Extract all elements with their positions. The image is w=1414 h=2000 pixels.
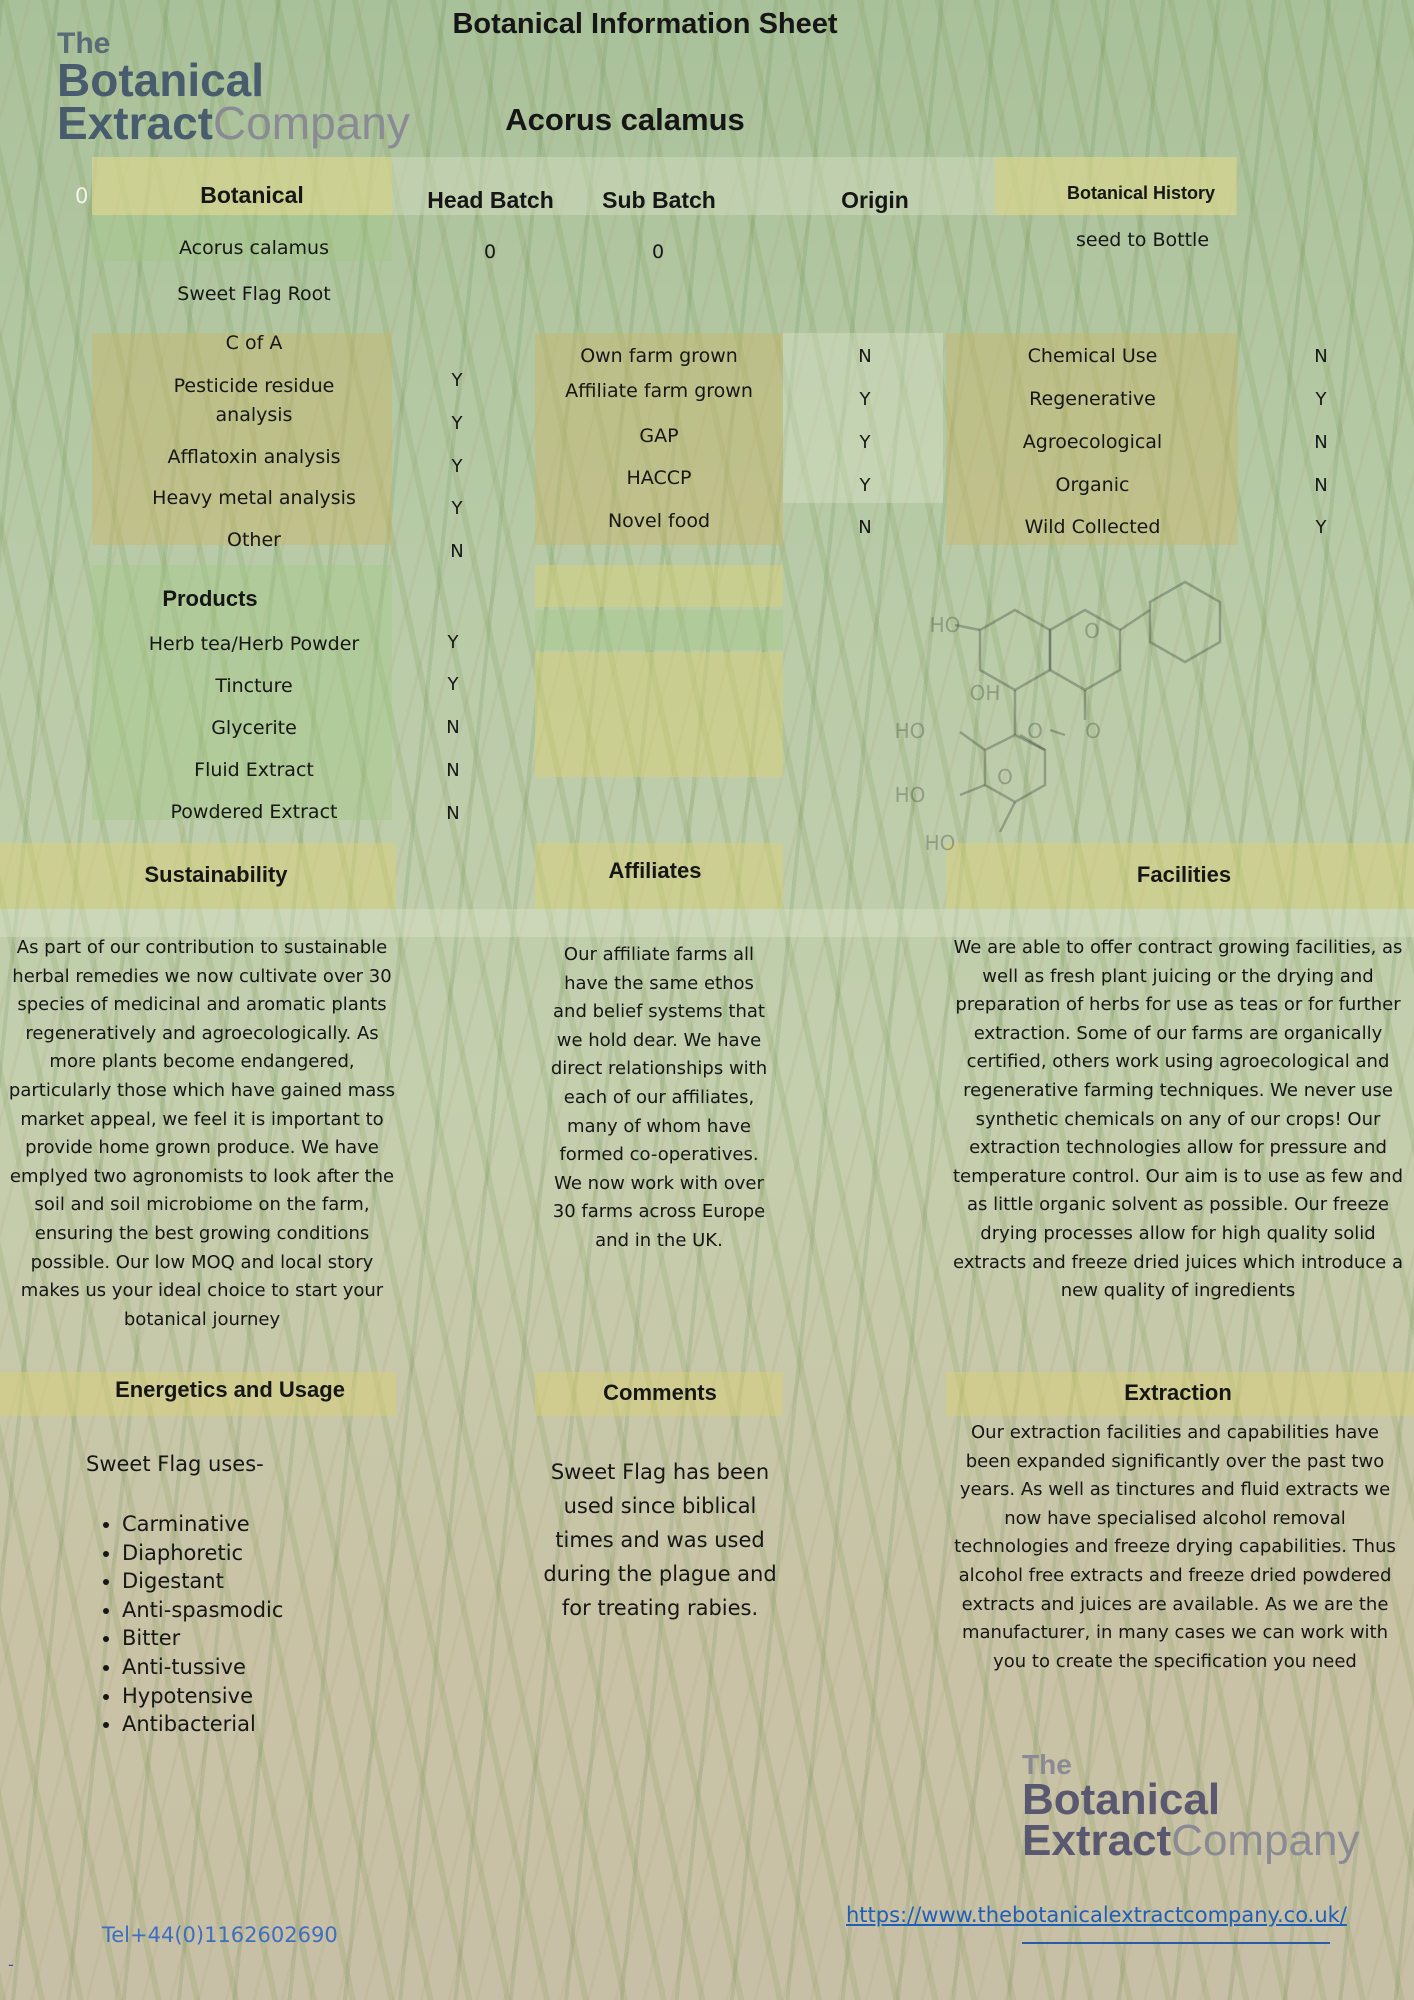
origin-label: Affiliate farm grown (565, 380, 753, 402)
molecule-label: HO (894, 783, 926, 807)
product-value: N (446, 717, 460, 738)
origin-value: N (858, 346, 872, 367)
facilities-heading: Facilities (1136, 862, 1232, 887)
origin-header: Origin (841, 187, 909, 213)
species-title: Acorus calamus (505, 102, 745, 137)
molecule-label: HO (929, 613, 961, 637)
origin-value: N (858, 517, 872, 538)
origin-label: HACCP (626, 467, 692, 489)
affiliates-text: Our affiliate farms all have the same ethos and belief systems that we hold dear. We have direct relationships with each of our affiliates, many of whom have formed co-operatives. We now work with over 30 farms across Europe and in the UK. (550, 944, 768, 1251)
sub-batch-value: 0 (651, 241, 665, 263)
facilities-text: We are able to offer contract growing facilities, as well as fresh plant juicing or the drying and preparation of herbs for use as teas or for further extraction. Some of our farms are organically certified, others work using agroecological and regenerative farming techniques. We never use synthetic chemicals on any of our crops! Our extraction technologies allow for pressure and temperature control. Our aim is to use as few and as little organic solvent as possible. Our freeze drying processes allow for high quality solid extracts and freeze dried juices which introduce a new quality of ingredients (952, 937, 1403, 1302)
energetics-intro: Sweet Flag uses- (86, 1452, 264, 1476)
analysis-label: Heavy metal analysis (152, 487, 356, 509)
deco-band-3 (535, 652, 783, 777)
botanical-name: Acorus calamus (179, 237, 329, 259)
practice-label: Regenerative (1029, 388, 1156, 410)
origin-label: GAP (639, 425, 679, 447)
underline-divider (1022, 1942, 1330, 1944)
list-item: • Carminative (122, 1510, 422, 1539)
logo-extract: Extract (57, 97, 213, 150)
analysis-label: C of A (225, 332, 283, 354)
analysis-band (92, 333, 392, 545)
logo-extract: Extract (1022, 1816, 1172, 1866)
list-item: • Anti-spasmodic (122, 1596, 422, 1625)
practice-label: Organic (1055, 474, 1130, 496)
list-item: • Digestant (122, 1567, 422, 1596)
molecule-label: O (997, 765, 1013, 789)
product-value: Y (447, 632, 459, 653)
comments-heading: Comments (603, 1380, 717, 1405)
analysis-label: Other (227, 529, 281, 551)
origin-value: Y (859, 389, 871, 410)
molecule-structure-image (885, 570, 1235, 860)
product-label: Glycerite (211, 717, 297, 739)
molecule-label: O (1027, 719, 1043, 743)
botanical-history-header: Botanical History (1066, 183, 1216, 203)
list-item: • Anti-tussive (122, 1653, 422, 1682)
comments-text: Sweet Flag has been used since biblical times and was used during the plague and for treating rabies. (543, 1460, 777, 1620)
logo-company: Company (1171, 1816, 1360, 1866)
deco-band-1 (535, 565, 783, 607)
head-batch-header: Head Batch (427, 187, 554, 213)
sustainability-heading: Sustainability (144, 862, 288, 887)
practice-value: N (1314, 346, 1328, 367)
product-label: Tincture (215, 675, 293, 697)
products-heading: Products (162, 586, 258, 611)
product-label: Fluid Extract (194, 759, 314, 781)
molecule-label: OH (969, 681, 1001, 705)
analysis-value: Y (451, 370, 463, 391)
website-link[interactable]: https://www.thebotanicalextractcompany.co.uk/ (846, 1903, 1347, 1927)
history-value: seed to Bottle (1075, 229, 1210, 251)
product-label: Powdered Extract (170, 801, 338, 823)
page-title: Botanical Information Sheet (452, 8, 838, 40)
extraction-text: Our extraction facilities and capabilities have been expanded significantly over the past two years. As well as tinctures and fluid extracts we now have specialised alcohol removal technologies and freeze drying capabilities. Thus alcohol free extracts and freeze dried powdered extracts and juices are available. As we are the manufacturer, in many cases we can work with you to create the specification you need (954, 1422, 1396, 1672)
analysis-value: Y (451, 413, 463, 434)
list-item: • Bitter (122, 1624, 422, 1653)
sub-batch-header: Sub Batch (602, 187, 716, 213)
list-item: • Hypotensive (122, 1682, 422, 1711)
product-value: Y (447, 674, 459, 695)
practice-value: N (1314, 432, 1328, 453)
logo-botanical: Botanical (1022, 1774, 1221, 1824)
extraction-heading: Extraction (1124, 1380, 1232, 1405)
molecule-label: O (1084, 619, 1100, 643)
origin-label: Own farm grown (580, 345, 738, 367)
sustainability-text: As part of our contribution to sustainable herbal remedies we now cultivate over 30 species of medicinal and aromatic plants regeneratively and agroecologically. As more plants become endangered, particularly those which have gained mass market appeal, we feel it is important to provide home grown produce. We have emplyed two agronomists to look after the soil and soil microbiome on the farm, ensuring the best growing conditions possible. Our low MOQ and local story makes us your ideal choice to start your botanical journey (8, 937, 396, 1330)
logo-botanical: Botanical (57, 53, 265, 106)
practice-value: Y (1315, 389, 1327, 410)
analysis-value: Y (451, 456, 463, 477)
footer-dash: - (8, 1955, 14, 1974)
energetics-uses-list (86, 1510, 422, 1739)
practice-value: Y (1315, 517, 1327, 538)
list-item: • Antibacterial (122, 1710, 422, 1739)
analysis-label: Afflatoxin analysis (167, 446, 341, 468)
botanical-header: Botanical (200, 182, 304, 208)
product-label: Herb tea/Herb Powder (148, 633, 360, 655)
affiliates-heading: Affiliates (608, 858, 702, 883)
deco-band-2 (535, 610, 783, 650)
practice-value: N (1314, 475, 1328, 496)
zero-marker: 0 (75, 184, 89, 208)
product-value: N (446, 760, 460, 781)
list-item: • Diaphoretic (122, 1539, 422, 1568)
logo-the: The (57, 27, 111, 60)
company-logo-bottom (1022, 1749, 1360, 1866)
practice-label: Chemical Use (1027, 345, 1158, 367)
molecule-label: HO (894, 719, 926, 743)
divider-band (0, 909, 1414, 937)
analysis-value: Y (451, 498, 463, 519)
energetics-heading: Energetics and Usage (115, 1377, 345, 1402)
company-logo (57, 27, 410, 150)
practice-label: Wild Collected (1024, 516, 1161, 538)
origin-label: Novel food (607, 510, 711, 532)
origin-value: Y (859, 432, 871, 453)
common-name: Sweet Flag Root (177, 283, 331, 305)
molecule-label: HO (924, 831, 956, 855)
product-value: N (446, 803, 460, 824)
origin-value: Y (859, 475, 871, 496)
logo-the: The (1022, 1749, 1072, 1780)
logo-company: Company (212, 97, 410, 150)
molecule-label: O (1085, 719, 1101, 743)
head-batch-value: 0 (483, 241, 497, 263)
analysis-label: Pesticide residue analysis (173, 375, 335, 427)
practice-label: Agroecological (1022, 431, 1163, 453)
telephone: Tel+44(0)1162602690 (102, 1923, 338, 1947)
analysis-value: N (450, 541, 464, 562)
